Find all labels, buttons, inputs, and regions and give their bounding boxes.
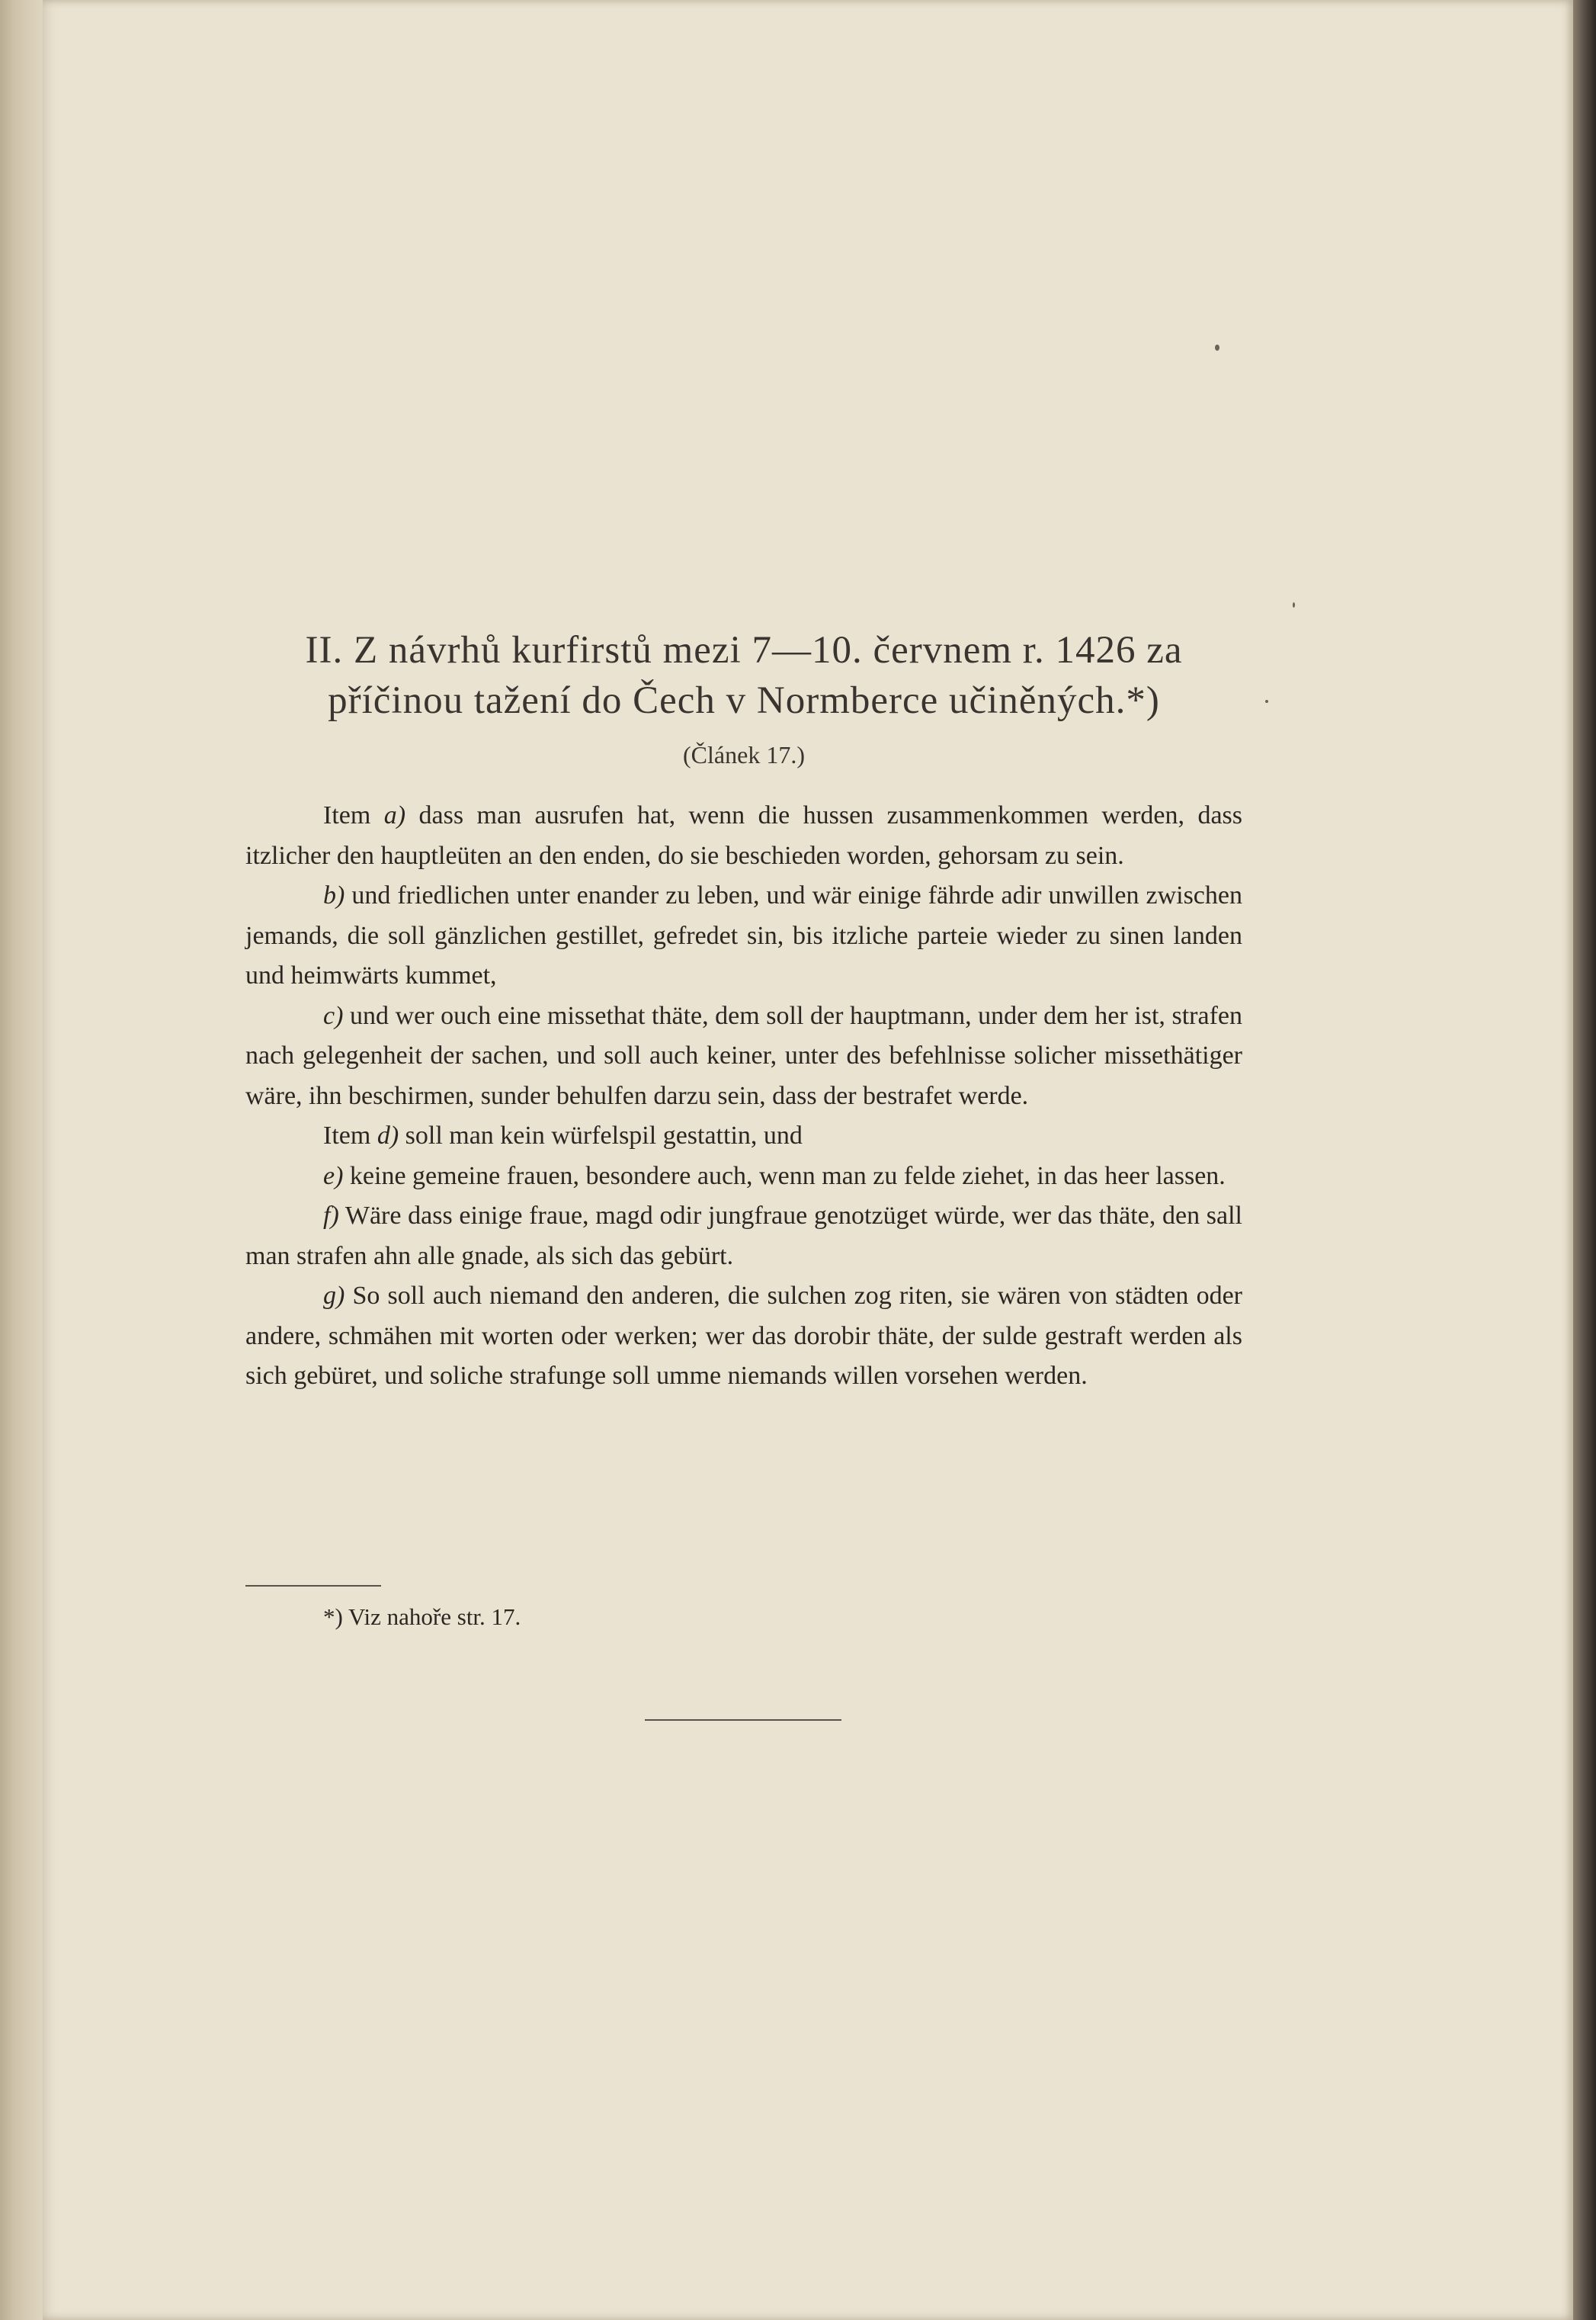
item-marker: a) [383,801,406,829]
paragraph-text: und wer ouch eine missethat thäte, dem soll der hauptmann, under dem her ist, strafen nach gelegenheit der sachen, und soll auch keiner, unter des befehlnisse solicher missethätiger wäre, ihn beschirmen, sunder behulfen darzu sein, dass der bestrafet werde. [245,1001,1242,1110]
article-label: (Článek 17.) [683,741,805,769]
heading-line-1: II. Z návrhů kurfirstů mezi 7—10. červnem r. 1426 za [305,629,1183,672]
paragraph-lead: Item [323,1121,377,1150]
paragraph-g [245,1276,1242,1397]
binding-edge [0,0,43,2320]
paragraph-a [245,796,1242,876]
paper-speck [1265,700,1268,703]
paragraph-c [245,996,1242,1117]
paragraph-d [245,1116,1242,1157]
item-marker: c) [323,1001,344,1030]
paragraph-lead: Item [323,801,384,829]
paragraph-text: keine gemeine frauen, besondere auch, wenn man zu felde ziehet, in das heer lassen. [343,1161,1226,1190]
item-marker: b) [323,881,345,910]
document-body [245,625,1242,1397]
paragraph-text: dass man ausrufen hat, wenn die hussen zusammenkommen werden, dass itzlicher den hauptleüten an den enden, do sie beschieden worden, gehorsam zu sein. [245,801,1242,870]
page-right-edge [1573,0,1596,2320]
item-marker: d) [377,1121,399,1150]
item-marker: g) [323,1282,345,1310]
footnote-divider [245,1585,381,1587]
section-heading [245,625,1242,726]
item-marker: f) [323,1202,339,1230]
item-marker: e) [323,1161,344,1190]
end-of-section-rule [645,1719,841,1721]
paragraph-text: soll man kein würfelspil gestattin, und [399,1121,803,1150]
paragraph-text: So soll auch niemand den anderen, die sulchen zog riten, sie wären von städten oder andere, schmähen mit worten oder werken; wer das dorobir thäte, der sulde gestraft werden als sich gebüret, und soliche strafunge soll umme niemands willen vorsehen werden. [245,1282,1242,1390]
paragraph-text: Wäre dass einige fraue, magd odir jungfraue genotzüget würde, wer das thäte, den sall man strafen ahn alle gnade, als sich das gebürt. [245,1202,1242,1270]
paragraph-b [245,876,1242,996]
article-text [245,796,1242,1397]
paragraph-f [245,1196,1242,1276]
paragraph-text: und friedlichen unter enander zu leben, und wär einige fährde adir unwillen zwischen jemands, die soll gänzlichen gestillet, gefredet sin, bis itzliche parteie wieder zu sinen landen und heimwärts kummet, [245,881,1242,990]
paper-speck [1215,345,1219,351]
footnote: *) Viz nahoře str. 17. [323,1603,521,1630]
heading-line-2: příčinou tažení do Čech v Normberce učiněných.*) [328,679,1160,722]
paragraph-e [245,1157,1242,1197]
paper-speck [1293,602,1295,608]
